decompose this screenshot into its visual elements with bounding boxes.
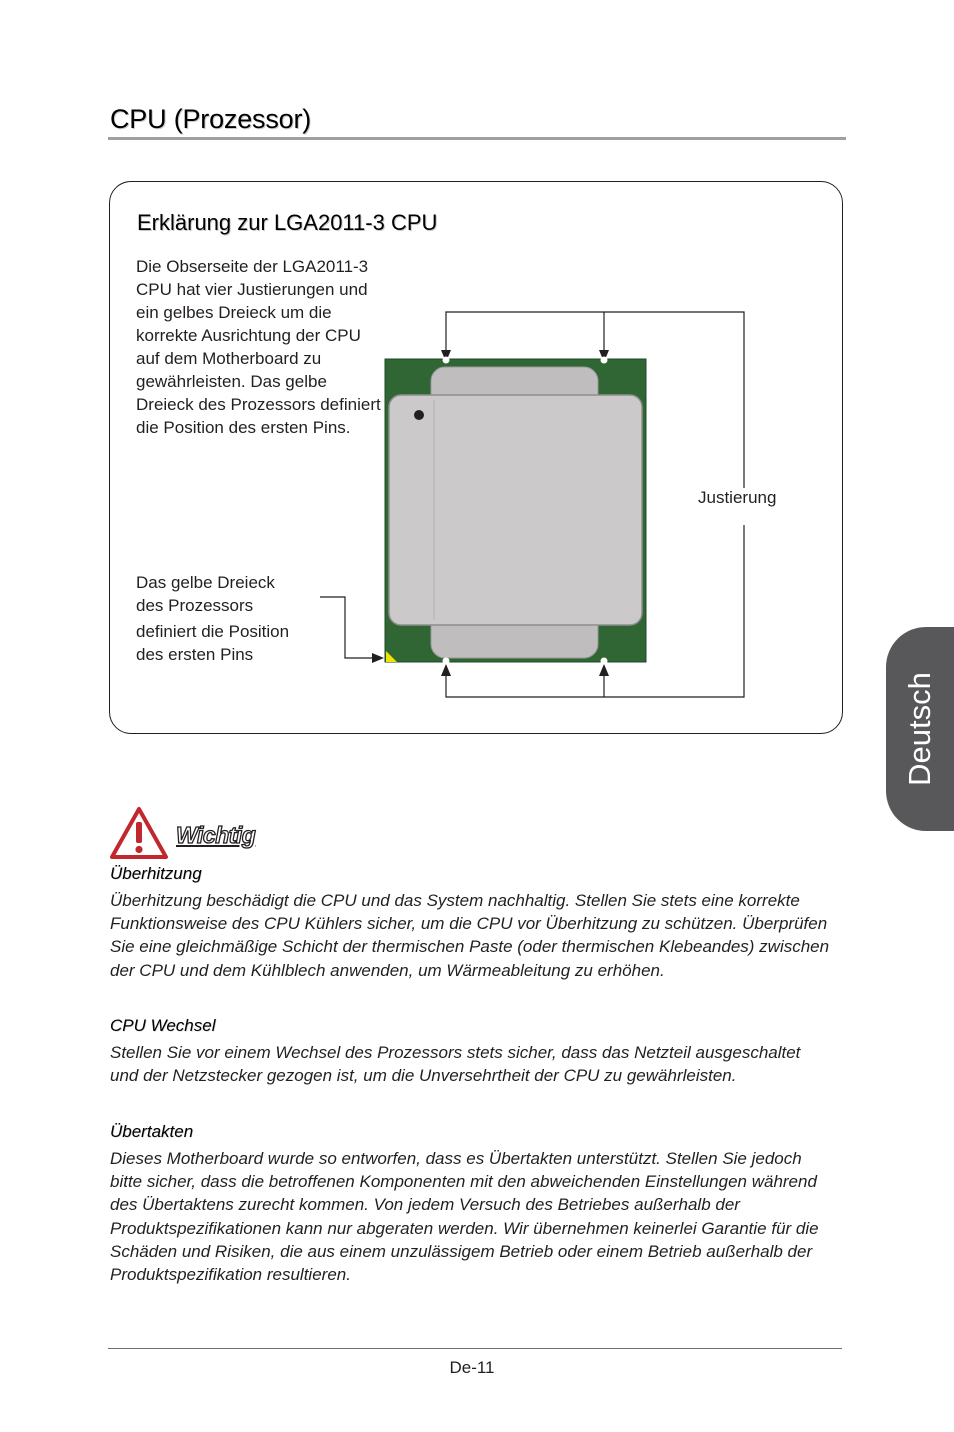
alignment-label: Justierung (698, 488, 777, 507)
alignment-key-bottom-left (443, 658, 450, 665)
alignment-key-bottom-right (601, 658, 608, 665)
heatspreader (389, 395, 642, 625)
overclocking-heading: Übertakten (110, 1122, 194, 1141)
page-title: CPU (Prozessor) (110, 104, 312, 134)
warning-triangle-icon (109, 806, 169, 860)
cpu-description: Die Obserseite der LGA2011-3 CPU hat vier Justierungen und ein gelbes Dreieck um die korrekte Ausrichtung der CPU auf dem Motherboard zu gewährleisten. Das gelbe Dreieck des Prozessors definiert die Position des ersten Pins. (136, 257, 381, 437)
alignment-key-top-left (443, 357, 450, 364)
overheating-text: Überhitzung beschädigt die CPU und das System nachhaltig. Stellen Sie stets eine korrekte Funktionsweise des CPU Kühlers sicher, um die CPU vor Überhitzung zu schützen. Überprüfen Sie eine gleichmäßige Schicht der thermischen Paste (oder thermischen Klebeandes) zwischen der CPU und dem Kühlblech anwenden, um Wärmeableitung zu erhöhen. (110, 891, 830, 980)
triangle-label-line-2: des Prozessors (136, 596, 254, 615)
important-title: Wichtig (176, 822, 256, 848)
footer-rule (108, 1348, 842, 1349)
cpu-replacement-text: Stellen Sie vor einem Wechsel des Prozessors stets sicher, dass das Netzteil ausgeschaltet und der Netzstecker gezogen ist, um die Unversehrtheit der CPU zu gewährleisten. (110, 1043, 801, 1086)
triangle-callout-line (320, 597, 384, 663)
alignment-key-top-right (601, 357, 608, 364)
triangle-label-line-3: definiert die Position (136, 622, 290, 641)
overclocking-text: Dieses Motherboard wurde so entworfen, dass es Übertakten unterstützt. Stellen Sie jedoch bitte sicher, dass die betroffenen Komponenten mit den abweichenden Einstellungen während des Übertaktens zurecht kommen. Von jedem Versuch des Betriebes außerhalb der Produktspezifikationen kann nur abgeraten werden. Wir übernehmen keinerlei Garantie für die Schäden und Risiken, die aus einem unzulässigem Betrieb oder einem Betrieb außerhalb der Produktspezifikation resultieren. (110, 1149, 819, 1285)
cpu-replacement-heading: CPU Wechsel (110, 1016, 216, 1035)
page-number: De-11 (449, 1358, 495, 1377)
triangle-label-line-4: des ersten Pins (136, 645, 254, 664)
cpu-box-heading: Erklärung zur LGA2011-3 CPU (137, 210, 438, 235)
side-tab-label: Deutsch (902, 672, 938, 786)
pin1-marker-dot (414, 410, 424, 420)
triangle-label-line-1: Das gelbe Dreieck (136, 573, 275, 592)
overheating-heading: Überhitzung (110, 864, 202, 883)
